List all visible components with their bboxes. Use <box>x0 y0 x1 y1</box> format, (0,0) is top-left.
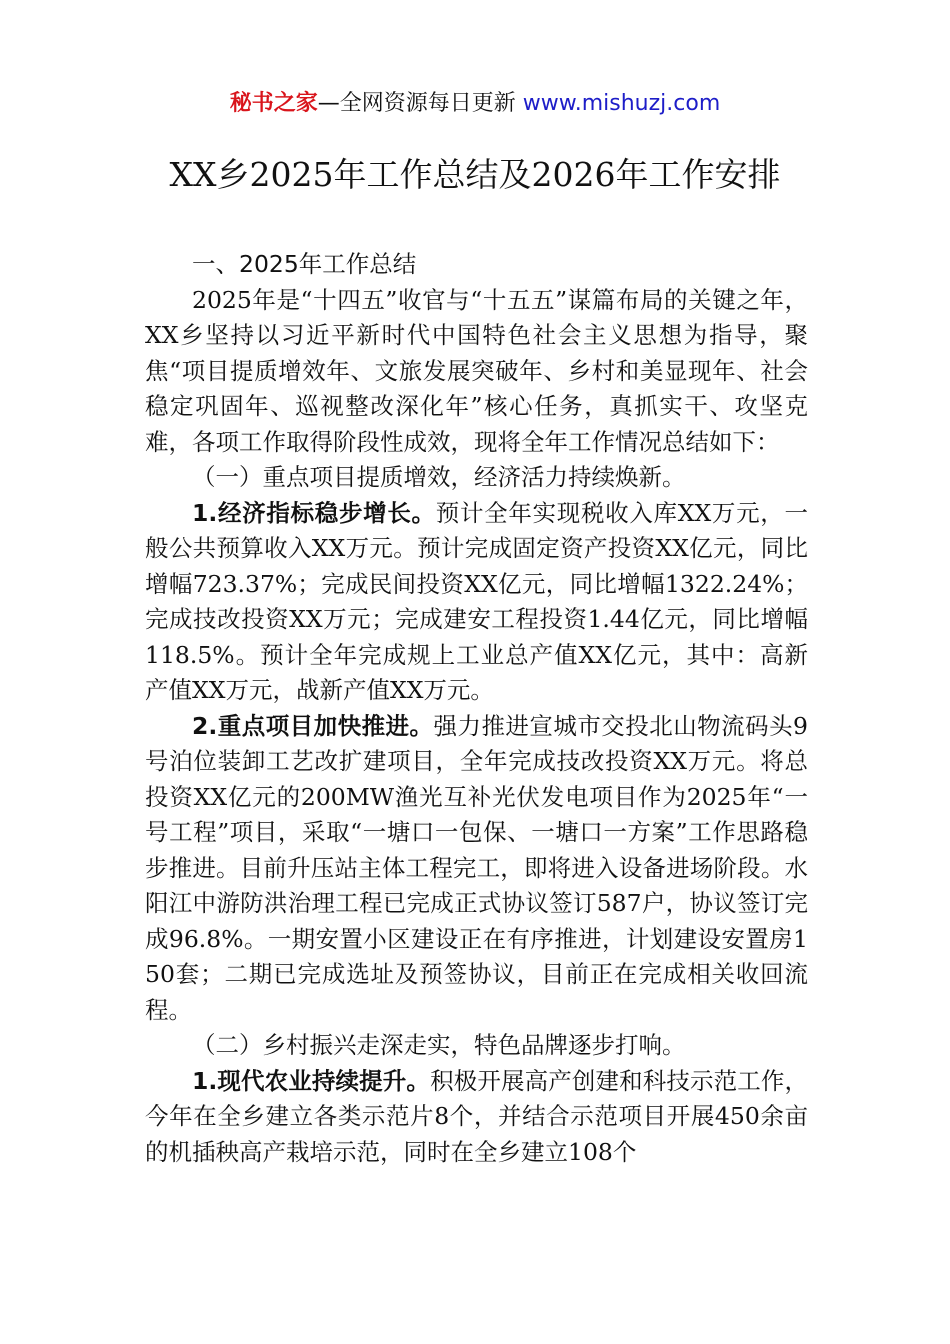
paragraph-lead: 1.经济指标稳步增长。 <box>192 498 436 527</box>
paragraph-text: 预计全年实现税收入库XX万元，一般公共预算收入XX万元。预计完成固定资产投资XX亿元，同比增幅723.37%；完成民间投资XX亿元，同比增幅1322.24%；完成技改投资XX万元；完成建安工程投资1.44亿元，同比增幅118.5%。预计全年完成规上工业总产值XX亿元，其中：高新产值XX万元，战新产值XX万元。 <box>145 498 808 704</box>
paragraph-text: 强力推进宣城市交投北山物流码头9号泊位装卸工艺改扩建项目，全年完成技改投资XX万元。将总投资XX亿元的200MW渔光互补光伏发电项目作为2025年“一号工程”项目，采取“一塘口一包保、一塘口一方案”工作思路稳步推进。目前升压站主体工程完工，即将进入设备进场阶段。水阳江中游防洪治理工程已完成正式协议签订587户，协议签订完成96.8%。一期安置小区建设正在有序推进，计划建设安置房150套；二期已完成选址及预签协议，目前正在完成相关收回流程。 <box>145 711 809 1024</box>
site-brand: 秘书之家 <box>229 91 318 116</box>
document-title: XX乡2025年工作总结及2026年工作安排 <box>169 155 781 194</box>
subsection-heading: （二）乡村振兴走深走实，特色品牌逐步打响。 <box>192 1031 686 1059</box>
paragraph-lead: 1.现代农业持续提升。 <box>192 1066 431 1095</box>
paragraph-key-projects <box>145 709 808 1029</box>
site-url-link[interactable]: www.mishuzj.com <box>522 91 721 116</box>
paragraph-lead: 2.重点项目加快推进。 <box>192 711 434 740</box>
paragraph-economic-indicators <box>145 496 808 709</box>
section-heading: 一、2025年工作总结 <box>192 250 417 278</box>
paragraph-text: 积极开展高产创建和科技示范工作，今年在全乡建立各类示范片8个，并结合示范项目开展450余亩的机插秧高产栽培示范，同时在全乡建立108个 <box>145 1066 809 1166</box>
subsection-heading: （一）重点项目提质增效，经济活力持续焕新。 <box>192 463 686 491</box>
site-header <box>0 86 950 122</box>
site-tagline: —全网资源每日更新 <box>317 91 523 116</box>
document-body <box>145 247 808 1170</box>
paragraph-modern-agriculture <box>145 1064 808 1171</box>
intro-paragraph: 2025年是“十四五”收官与“十五五”谋篇布局的关键之年，XX乡坚持以习近平新时代中国特色社会主义思想为指导，聚焦“项目提质增效年、文旅发展突破年、乡村和美显现年、社会稳定巩固年、巡视整改深化年”核心任务，真抓实干、攻坚克难，各项工作取得阶段性成效，现将全年工作情况总结如下： <box>145 285 808 456</box>
